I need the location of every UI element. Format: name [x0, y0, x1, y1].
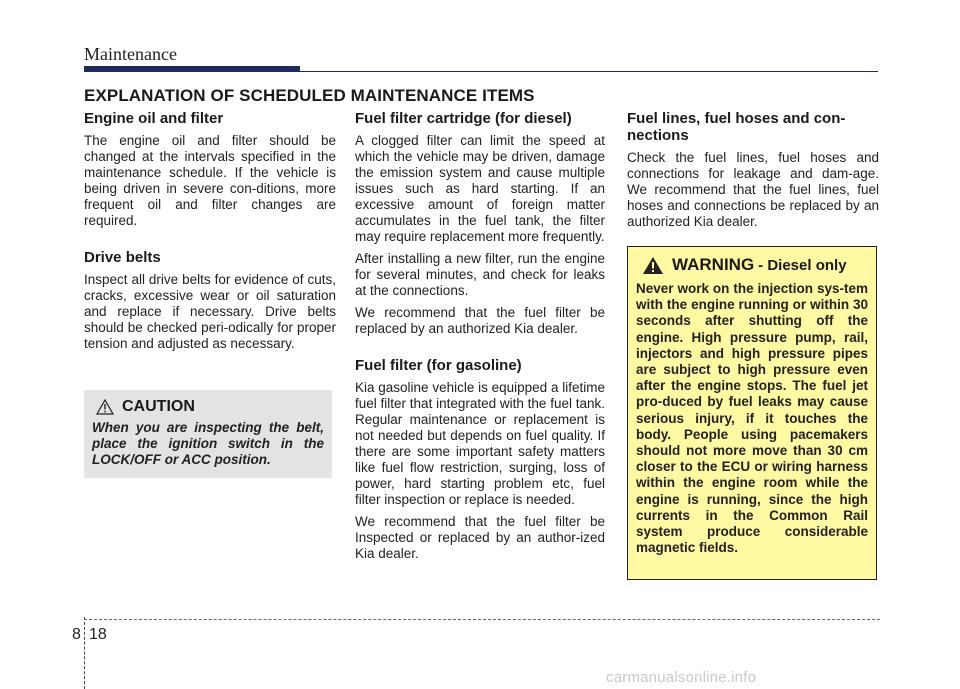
fuel-filter-diesel-heading: Fuel filter cartridge (for diesel): [355, 110, 572, 127]
fuel-lines-text: Check the fuel lines, fuel hoses and connections for leakage and dam-age. We recommend that the fuel lines, fuel hoses and connections be replaced by an authorized Kia dealer.: [627, 150, 879, 229]
column-3: [627, 110, 879, 236]
section-title: EXPLANATION OF SCHEDULED MAINTENANCE ITEMS: [84, 86, 535, 105]
engine-oil-text: The engine oil and filter should be changed at the intervals specified in the maintenance schedule. If the vehicle is being driven in severe con-ditions, more frequent oil and filter changes are required.: [84, 133, 336, 228]
caution-text: When you are inspecting the belt, place the ignition switch in the LOCK/OFF or ACC position.: [92, 420, 324, 467]
header-rule: [300, 71, 878, 72]
column-2: [355, 110, 605, 568]
footer-rule: [84, 619, 880, 620]
caution-box: [84, 390, 332, 478]
warning-triangle-icon: [642, 256, 664, 275]
fuel-filter-gasoline-para-2: We recommend that the fuel filter be Inspected or replaced by an author-ized Kia dealer.: [355, 514, 605, 561]
caution-title: CAUTION: [122, 398, 195, 415]
fuel-filter-gasoline-para-1: Kia gasoline vehicle is equipped a lifetime fuel filter that integrated with the fuel tank. Regular maintenance or replacement is not needed but depends on fuel quality. If there are some important safety matters like fuel flow restriction, surging, loss of power, hard starting problem etc, fuel filter inspection or replace is needed.: [355, 380, 605, 507]
fuel-filter-diesel-para-3: We recommend that the fuel filter be replaced by an authorized Kia dealer.: [355, 305, 605, 336]
chapter-number: 8: [72, 626, 81, 643]
header-title: Maintenance: [84, 44, 177, 64]
page-number: 18: [89, 626, 107, 643]
fuel-filter-diesel-para-2: After installing a new filter, run the engine for several minutes, and check for leaks at the connections.: [355, 251, 605, 298]
warning-title: WARNING: [672, 255, 755, 274]
warning-subtitle: - Diesel only: [758, 256, 847, 274]
drive-belts-text: Inspect all drive belts for evidence of cuts, cracks, excessive wear or oil saturation and replace if necessary. Drive belts should be checked peri-odically for proper tension and adjusted as necessary.: [84, 272, 336, 351]
fuel-filter-diesel-para-1: A clogged filter can limit the speed at which the vehicle may be driven, damage the emission system and cause multiple issues such as hard starting. If an excessive amount of foreign matter accumulates in the fuel tank, the filter may require replacement more frequently.: [355, 133, 605, 244]
caution-triangle-icon: [96, 399, 114, 415]
engine-oil-heading: Engine oil and filter: [84, 110, 224, 127]
fuel-lines-heading: Fuel lines, fuel hoses and con-nections: [627, 110, 846, 144]
drive-belts-heading: Drive belts: [84, 249, 161, 266]
header-bar: [84, 66, 300, 72]
warning-box: [627, 246, 877, 580]
watermark: carmanualsonline.info: [606, 669, 757, 686]
warning-text: Never work on the injection sys-tem with the engine running or within 30 seconds after shutting off the engine. High pressure pump, rail, injectors and high pressure pipes are subject to high pressure even after the engine stops. The fuel jet pro-duced by fuel leaks may cause serious injury, if it touches the body. People using pacemakers should not more move than 30 cm closer to the ECU or wiring harness within the engine room while the engine is running, since the high currents in the Common Rail system produce considerable magnetic fields.: [636, 281, 868, 556]
column-1: [84, 110, 336, 358]
footer-divider: [84, 617, 85, 689]
fuel-filter-gasoline-heading: Fuel filter (for gasoline): [355, 357, 522, 374]
